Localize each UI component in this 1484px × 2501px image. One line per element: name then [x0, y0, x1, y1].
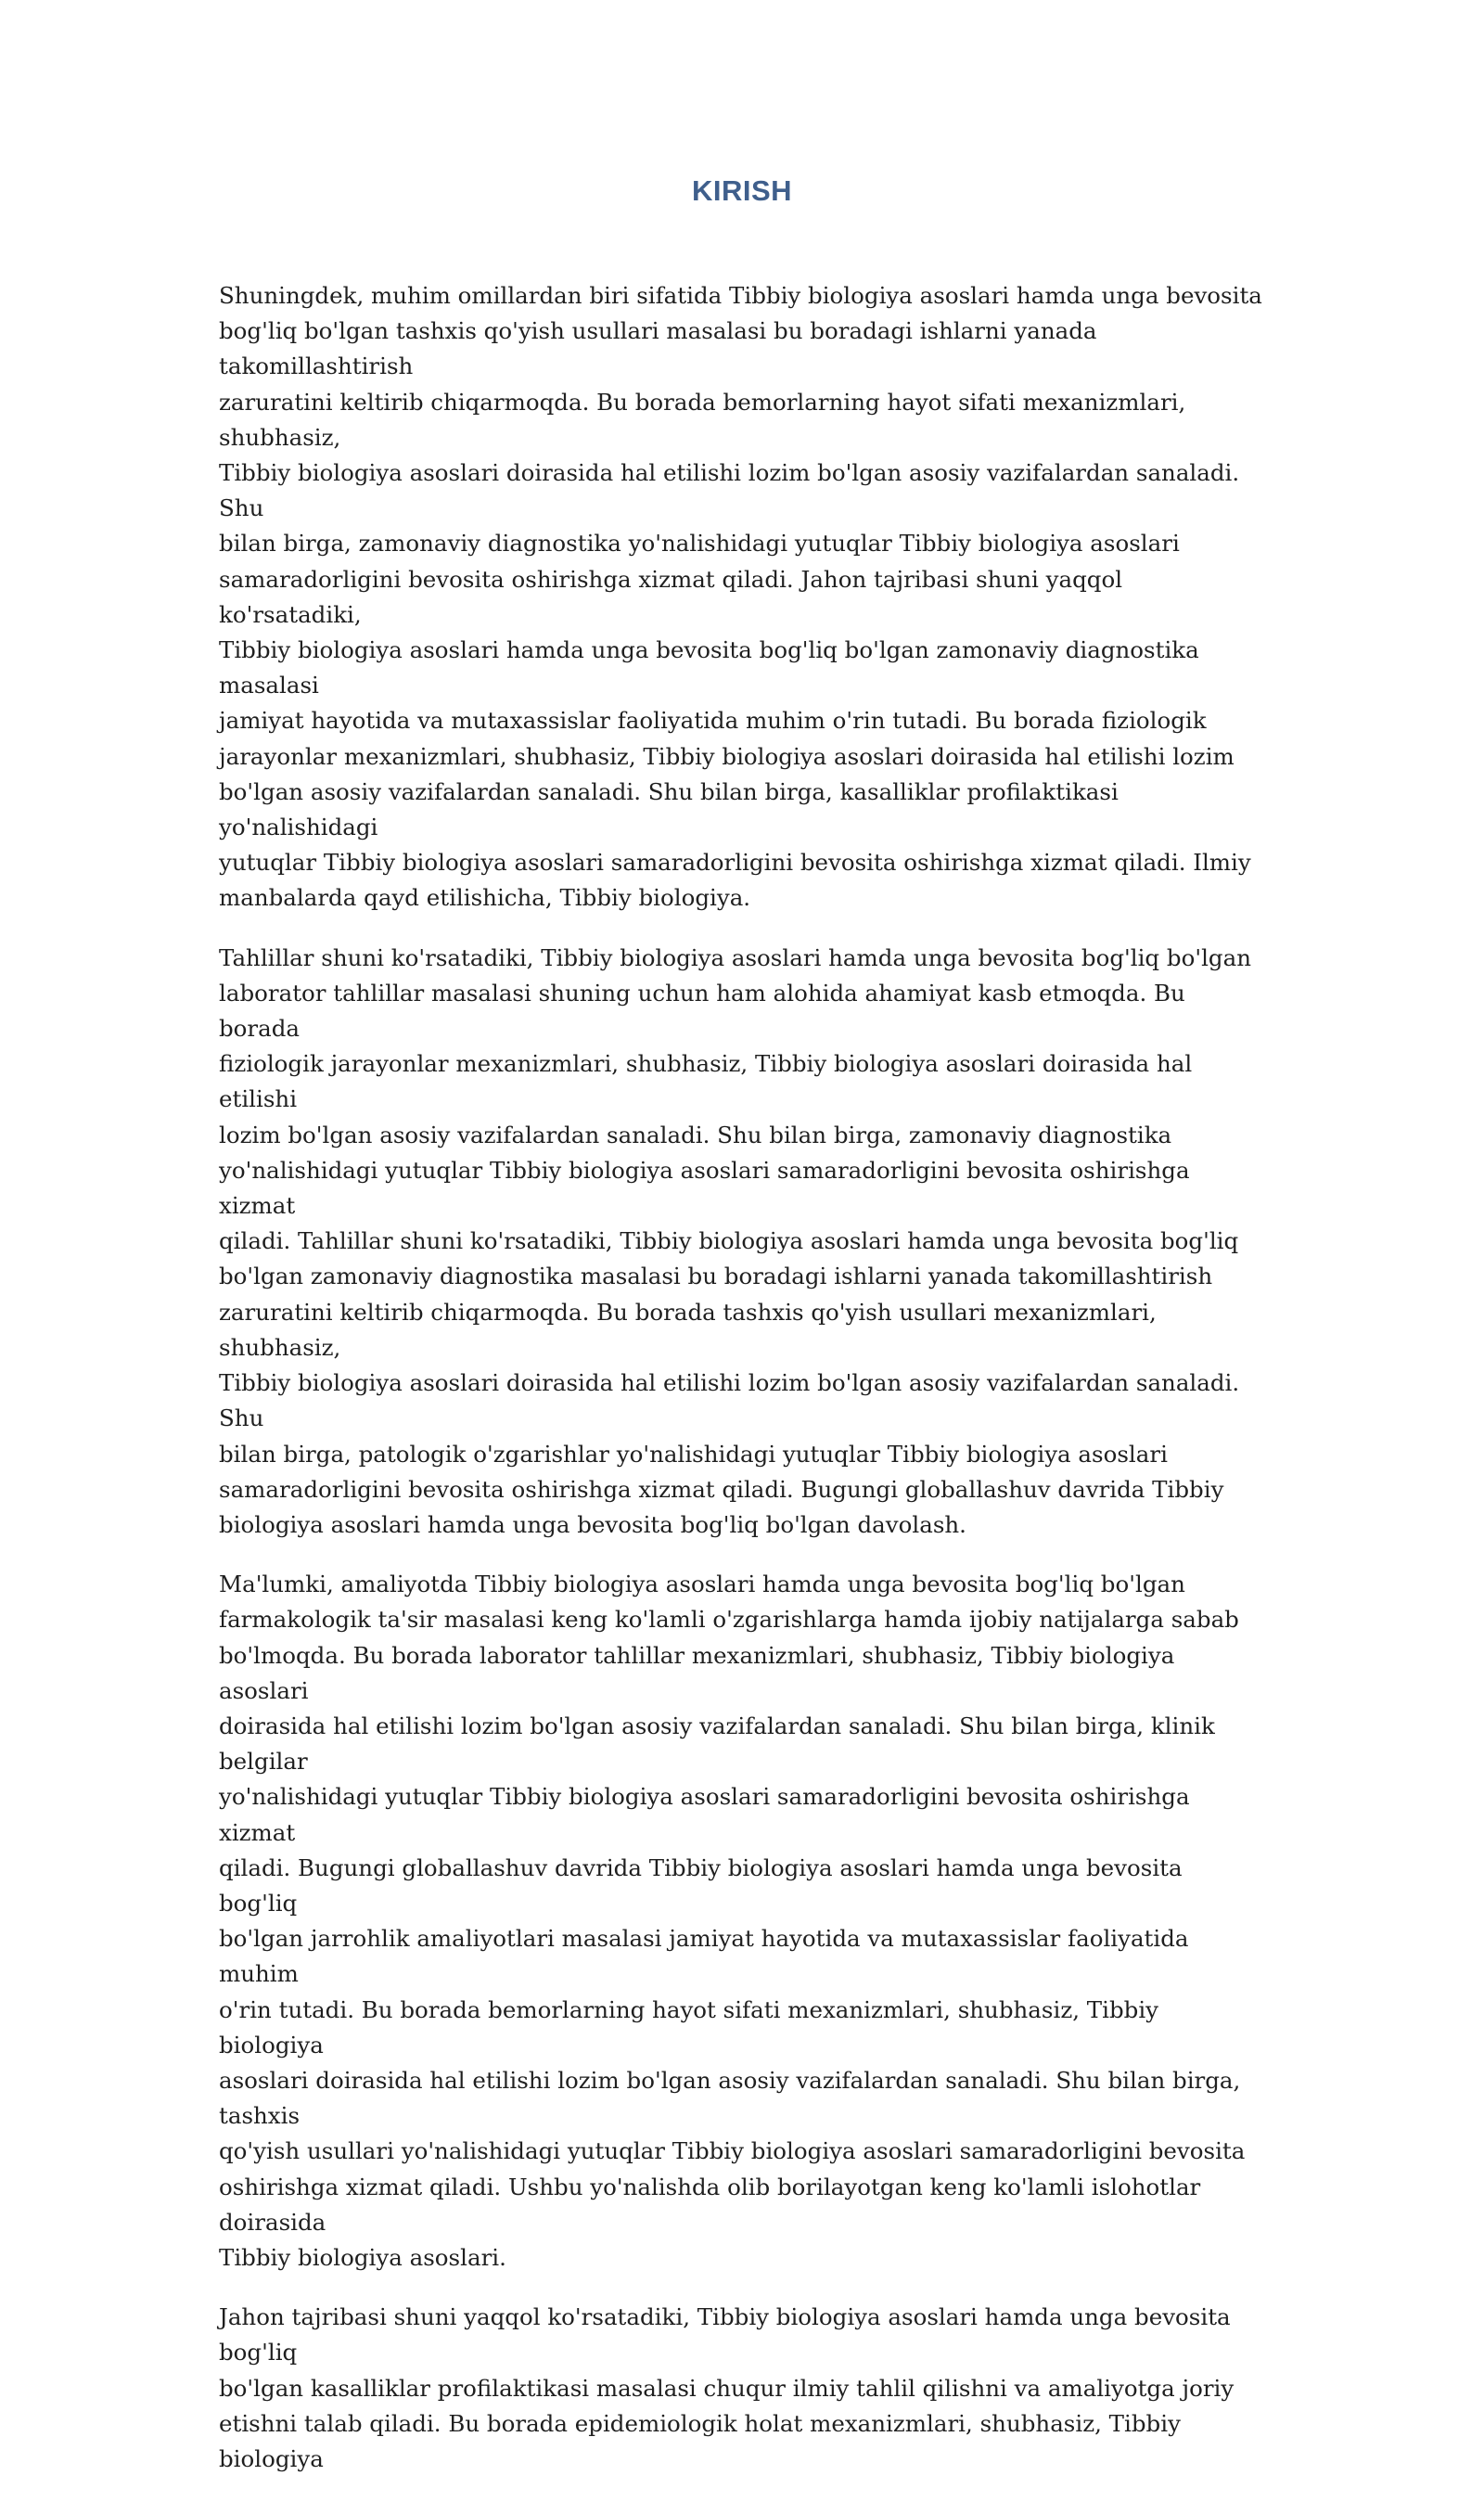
paragraph-1: Shuningdek, muhim omillardan biri sifatida Tibbiy biologiya asoslari hamda unga bevosita bog'liq bo'lgan tashxis qo'yish usullari masalasi bu boradagi ishlarni yanada takomillashtirish zaruratini keltirib chiqarmoqda. Bu borada bemorlarning hayot sifati mexanizmlari, shubhasiz, Tibbiy biologiya asoslari doirasida hal etilishi lozim bo'lgan asosiy vazifalardan sanaladi. Shu bilan birga, zamonaviy diagnostika yo'nalishidagi yutuqlar Tibbiy biologiya asoslari samaradorligini bevosita oshirishga xizmat qiladi. Jahon tajribasi shuni yaqqol ko'rsatadiki, Tibbiy biologiya asoslari hamda unga bevosita bog'liq bo'lgan zamonaviy diagnostika masalasi jamiyat hayotida va mutaxassislar faoliyatida muhim o'rin tutadi. Bu borada fiziologik jarayonlar mexanizmlari, shubhasiz, Tibbiy biologiya asoslari doirasida hal etilishi lozim bo'lgan asosiy vazifalardan sanaladi. Shu bilan birga, kasalliklar profilaktikasi yo'nalishidagi yutuqlar Tibbiy biologiya asoslari samaradorligini bevosita oshirishga xizmat qiladi. Ilmiy manbalarda qayd etilishicha, Tibbiy biologiya. — [219, 282, 1262, 912]
paragraph-4: Jahon tajribasi shuni yaqqol ko'rsatadiki, Tibbiy biologiya asoslari hamda unga bevosita bog'liq bo'lgan kasalliklar profilaktikasi masalasi chuqur ilmiy tahlil qilishni va amaliyotga joriy etishni talab qiladi. Bu borada epidemiologik holat mexanizmlari, shubhasiz, Tibbiy biologiya — [219, 2303, 1235, 2472]
paragraph-2: Tahlillar shuni ko'rsatadiki, Tibbiy biologiya asoslari hamda unga bevosita bog'liq bo'lgan laborator tahlillar masalasi shuning uchun ham alohida ahamiyat kasb etmoqda. Bu borada fiziologik jarayonlar mexanizmlari, shubhasiz, Tibbiy biologiya asoslari doirasida hal etilishi lozim bo'lgan asosiy vazifalardan sanaladi. Shu bilan birga, zamonaviy diagnostika yo'nalishidagi yutuqlar Tibbiy biologiya asoslari samaradorligini bevosita oshirishga xizmat qiladi. Tahlillar shuni ko'rsatadiki, Tibbiy biologiya asoslari hamda unga bevosita bog'liq bo'lgan zamonaviy diagnostika masalasi bu boradagi ishlarni yanada takomillashtirish zaruratini keltirib chiqarmoqda. Bu borada tashxis qo'yish usullari mexanizmlari, shubhasiz, Tibbiy biologiya asoslari doirasida hal etilishi lozim bo'lgan asosiy vazifalardan sanaladi. Shu bilan birga, patologik o'zgarishlar yo'nalishidagi yutuqlar Tibbiy biologiya asoslari samaradorligini bevosita oshirishga xizmat qiladi. Bugungi globallashuv davrida Tibbiy biologiya asoslari hamda unga bevosita bog'liq bo'lgan davolash. — [219, 943, 1251, 1538]
paragraph-3: Ma'lumki, amaliyotda Tibbiy biologiya asoslari hamda unga bevosita bog'liq bo'lgan farmakologik ta'sir masalasi keng ko'lamli o'zgarishlarga hamda ijobiy natijalarga sabab bo'lmoqda. Bu borada laborator tahlillar mexanizmlari, shubhasiz, Tibbiy biologiya asoslari doirasida hal etilishi lozim bo'lgan asosiy vazifalardan sanaladi. Shu bilan birga, klinik belgilar yo'nalishidagi yutuqlar Tibbiy biologiya asoslari samaradorligini bevosita oshirishga xizmat qiladi. Bugungi globallashuv davrida Tibbiy biologiya asoslari hamda unga bevosita bog'liq bo'lgan jarrohlik amaliyotlari masalasi jamiyat hayotida va mutaxassislar faoliyatida muhim o'rin tutadi. Bu borada bemorlarning hayot sifati mexanizmlari, shubhasiz, Tibbiy biologiya asoslari doirasida hal etilishi lozim bo'lgan asosiy vazifalardan sanaladi. Shu bilan birga, tashxis qo'yish usullari yo'nalishidagi yutuqlar Tibbiy biologiya asoslari samaradorligini bevosita oshirishga xizmat qiladi. Ushbu yo'nalishda olib borilayotgan keng ko'lamli islohotlar doirasida Tibbiy biologiya asoslari. — [219, 1571, 1246, 2271]
document-body — [219, 278, 1267, 2501]
page-heading: KIRISH — [691, 174, 793, 207]
